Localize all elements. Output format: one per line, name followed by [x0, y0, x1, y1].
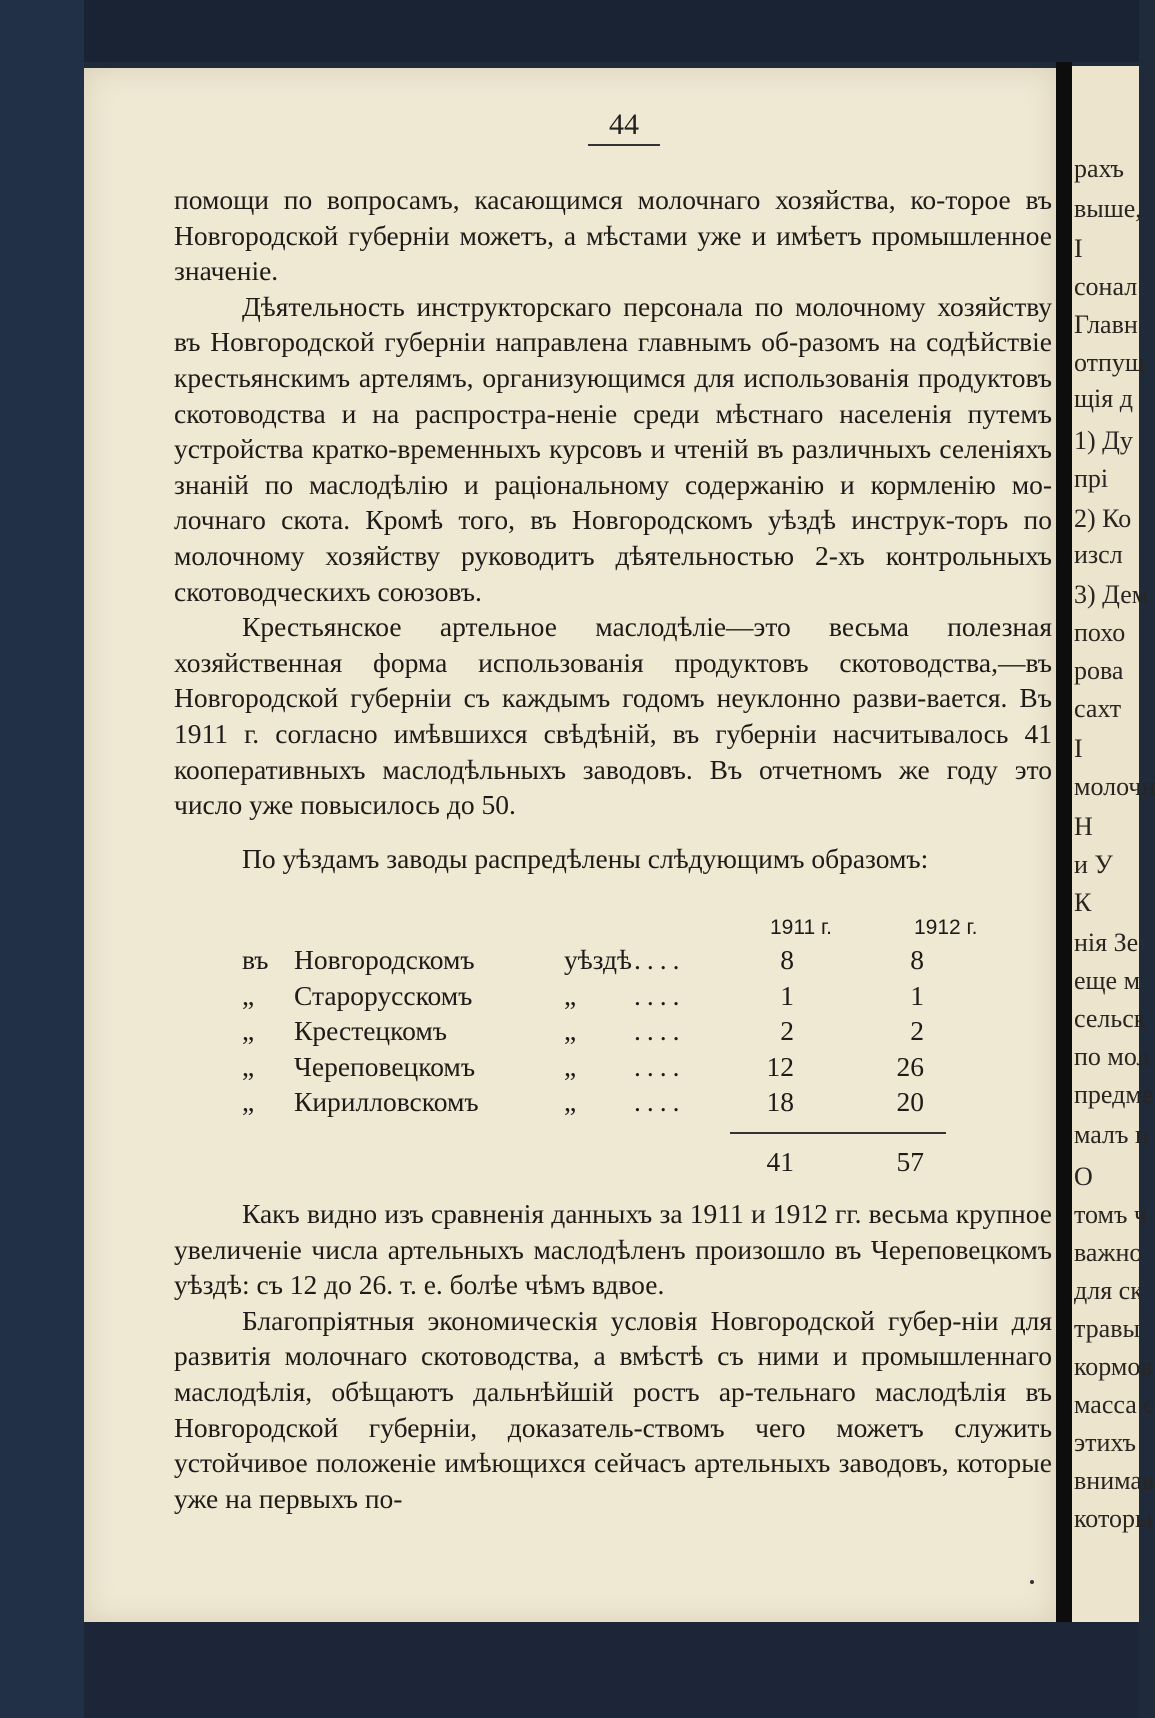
adjacent-page	[1072, 66, 1155, 1626]
value-1912: 2	[910, 1015, 924, 1046]
adjacent-page-fragment: отпущ	[1074, 348, 1145, 377]
adjacent-page-fragment: І	[1074, 234, 1083, 263]
value-1911: 1	[780, 979, 794, 1011]
value-1912: 8	[910, 944, 924, 975]
page-number: 44	[588, 108, 660, 146]
table-row	[174, 1086, 1054, 1122]
adjacent-page-fragment: по мол	[1074, 1042, 1150, 1071]
row-prefix: „	[242, 1086, 255, 1117]
adjacent-page-fragment: важно	[1074, 1238, 1143, 1267]
row-suffix: „	[564, 1050, 577, 1082]
row-suffix: уѣздѣ	[564, 944, 632, 975]
adjacent-page-fragment: изсл	[1074, 540, 1123, 569]
leader-dots: ....	[634, 1015, 686, 1046]
adjacent-page-fragment: малъ п	[1074, 1120, 1149, 1149]
value-1911: 2	[780, 1015, 794, 1046]
adjacent-page-fragment: сонал	[1074, 272, 1138, 301]
leader-dots: ....	[634, 944, 686, 975]
adjacent-page-fragment: Главн	[1074, 310, 1138, 339]
adjacent-page-fragment: прі	[1074, 464, 1109, 493]
table-row	[174, 944, 1054, 980]
value-1912: 1	[910, 979, 924, 1011]
table-totals	[174, 1142, 1054, 1182]
adjacent-page-fragment: рова	[1074, 656, 1124, 685]
value-1912: 26	[896, 1050, 924, 1082]
adjacent-page-fragment: внимав	[1074, 1466, 1155, 1495]
scan-background-bottom	[84, 1622, 1139, 1718]
adjacent-page-fragment: травы	[1074, 1314, 1140, 1343]
row-prefix: „	[242, 1050, 255, 1082]
adjacent-page-fragment: О	[1074, 1162, 1093, 1191]
scan-background-top	[0, 0, 1139, 62]
column-header-1912: 1912 г.	[914, 916, 978, 939]
adjacent-page-fragment: которы	[1074, 1504, 1153, 1533]
adjacent-page-fragment: и У	[1074, 850, 1113, 879]
scan-background-left	[0, 0, 84, 1718]
row-suffix: „	[564, 979, 577, 1011]
adjacent-page-fragment: нія Зе	[1074, 928, 1139, 957]
district-name: Крестецкомъ	[294, 1015, 447, 1046]
total-1912: 57	[896, 1145, 924, 1177]
body-text-top	[174, 182, 1052, 876]
paragraph: помощи по вопросамъ, касающимся молочнаго хозяйства, ко-торое въ Новгородской губерніи можетъ, а мѣстами уже и имѣетъ промышленное значеніе.	[174, 184, 1052, 287]
row-prefix: „	[242, 979, 255, 1011]
adjacent-page-fragment: 3) Дем	[1074, 580, 1149, 609]
sum-rule	[174, 1122, 1054, 1142]
adjacent-page-fragment: Н	[1074, 812, 1093, 841]
row-prefix: „	[242, 1015, 255, 1046]
row-suffix: „	[564, 1086, 577, 1117]
column-header-1911: 1911 г.	[770, 916, 832, 939]
district-name: Старорусскомъ	[294, 979, 473, 1011]
book-spine	[1056, 62, 1072, 1632]
adjacent-page-fragment: рахъ	[1074, 154, 1124, 183]
adjacent-page-fragment: предме	[1074, 1080, 1154, 1109]
adjacent-page-fragment: выше,	[1074, 194, 1142, 223]
adjacent-page-fragment: І	[1074, 734, 1083, 763]
total-1911: 41	[766, 1145, 794, 1177]
row-prefix: въ	[242, 944, 269, 975]
adjacent-page-fragment: этихъ	[1074, 1428, 1136, 1457]
table-header	[174, 912, 1054, 944]
leader-dots: ....	[634, 1050, 686, 1082]
adjacent-page-fragment: кормов	[1074, 1352, 1153, 1381]
value-1912: 20	[896, 1086, 924, 1117]
adjacent-page-fragment: для ск	[1074, 1276, 1143, 1305]
factories-table	[174, 912, 1054, 1182]
leader-dots: ....	[634, 1086, 686, 1117]
adjacent-page-fragment: похо	[1074, 618, 1126, 647]
adjacent-page-fragment: К	[1074, 888, 1092, 917]
paragraph: Дѣятельность инструкторскаго персонала по молочному хозяйству въ Новгородской губерніи направлена главнымъ об-разомъ на содѣйствіе крестьянскимъ артелямъ, организующимся для использованія продуктовъ скотоводства и на распростра-неніе среди мѣстнаго населенія путемъ устройства кратко-временныхъ курсовъ и чтеній въ различныхъ селеніяхъ знаній по маслодѣлію и раціональному содержанію и кормленію мо-лочнаго скота. Кромѣ того, въ Новгородскомъ уѣздѣ инструк-торъ по молочному хозяйству руководитъ дѣятельностью 2-хъ контрольныхъ скотоводческихъ союзовъ.	[174, 290, 1052, 607]
row-suffix: „	[564, 1015, 577, 1046]
paragraph: Крестьянское артельное маслодѣліе—это весьма полезная хозяйственная форма использованія продуктовъ скотоводства,—въ Новгородской губерніи съ каждымъ годомъ неуклонно разви-вается. Въ 1911 г. согласно имѣвшихся свѣдѣній, въ губерніи насчитывалось 41 кооперативныхъ маслодѣльныхъ заводовъ. Въ отчетномъ же году это число уже повысилось до 50.	[174, 611, 1052, 821]
adjacent-page-fragment: масса с	[1074, 1390, 1155, 1419]
district-name: Кирилловскомъ	[294, 1086, 479, 1117]
paragraph: Какъ видно изъ сравненія данныхъ за 1911 и 1912 гг. весьма крупное увеличеніе числа артельныхъ маслодѣленъ произошло въ Череповецкомъ уѣздѣ: съ 12 до 26. т. е. болѣе чѣмъ вдвое.	[174, 1198, 1052, 1301]
table-row	[174, 980, 1054, 1016]
adjacent-page-fragment: сельск	[1074, 1004, 1147, 1033]
paragraph: Благопріятныя экономическія условія Новгородской губер-ніи для развитія молочнаго скотоводства, а вмѣстѣ съ ними и промышленнаго маслодѣлія, обѣщаютъ дальнѣйшій ростъ ар-тельнаго маслодѣлія въ Новгородской губерніи, доказатель-ствомъ чего можетъ служить устойчивое положеніе имѣющихся сейчасъ артельныхъ заводовъ, которые уже на первыхъ по-	[174, 1304, 1052, 1514]
value-1911: 18	[766, 1086, 794, 1117]
table-row	[174, 1051, 1054, 1087]
adjacent-page-fragment: молочн	[1074, 772, 1155, 801]
table-row	[174, 1015, 1054, 1051]
value-1911: 8	[780, 944, 794, 975]
adjacent-page-fragment: сахт	[1074, 694, 1122, 723]
ink-speck	[1030, 1580, 1034, 1584]
paragraph: По уѣздамъ заводы распредѣлены слѣдующимъ образомъ:	[242, 842, 929, 874]
body-text-bottom	[174, 1196, 1052, 1516]
adjacent-page-fragment: 2) Ко	[1074, 504, 1132, 533]
adjacent-page-fragment: еще м	[1074, 966, 1141, 995]
leader-dots: ....	[634, 979, 686, 1011]
adjacent-page-fragment: щія д	[1074, 384, 1133, 413]
district-name: Череповецкомъ	[294, 1050, 476, 1082]
adjacent-page-fragment: 1) Ду	[1074, 426, 1133, 455]
adjacent-page-fragment: томъ ч	[1074, 1200, 1147, 1229]
district-name: Новгородскомъ	[294, 944, 475, 975]
value-1911: 12	[766, 1050, 794, 1082]
